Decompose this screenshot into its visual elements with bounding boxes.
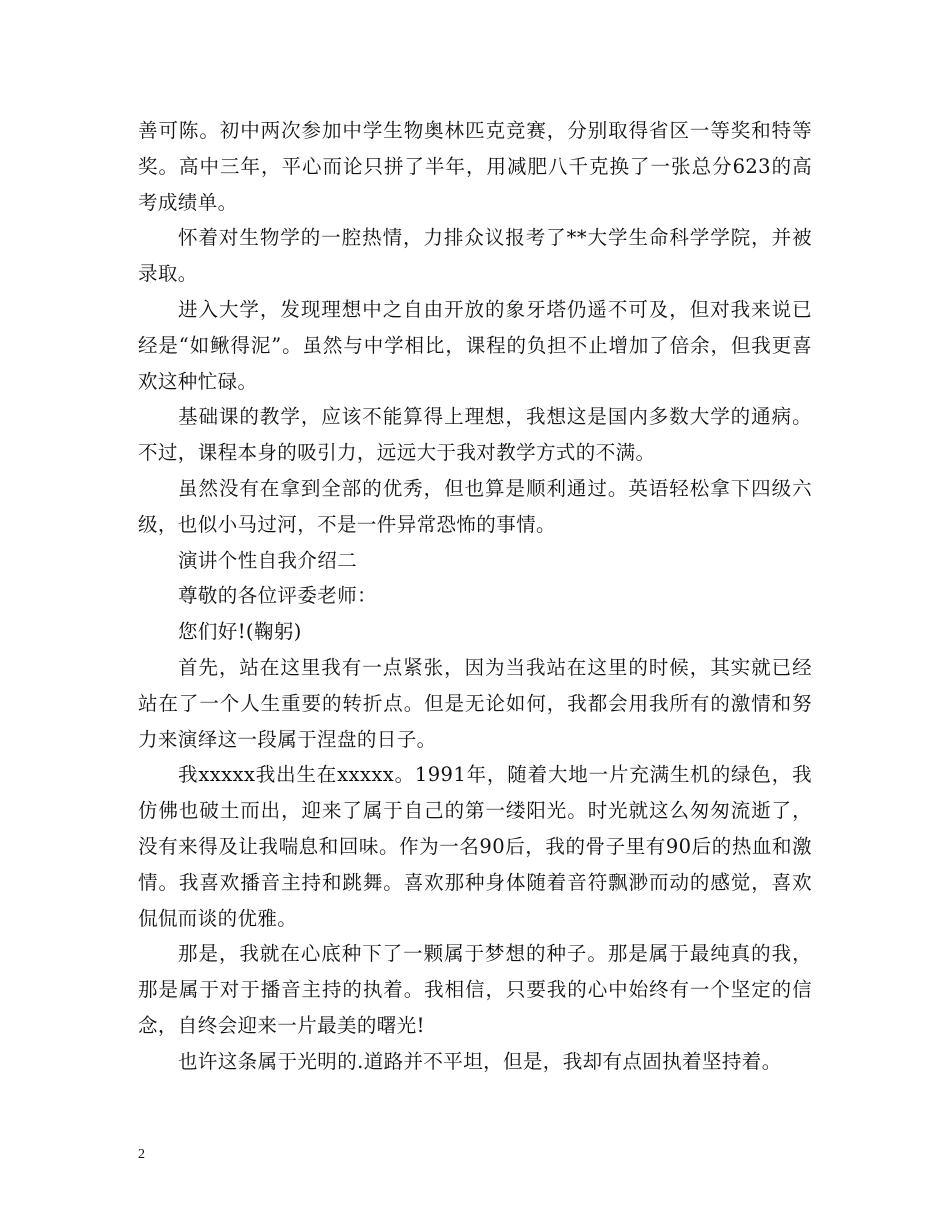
salutation: 尊敬的各位评委老师： [178,584,378,608]
paragraph: 基础课的教学，应该不能算得上理想，我想这是国内多数大学的通病。不过，课程本身的吸引力，远远大于我对教学方式的不满。 [138,405,812,465]
paragraph: 我xxxxx我出生在xxxxx。1991年，随着大地一片充满生机的绿色，我仿佛也破土而出，迎来了属于自己的第一缕阳光。时光就这么匆匆流逝了，没有来得及让我喘息和回味。作为一名90后，我的骨子里有90后的热血和激情。我喜欢播音主持和跳舞。喜欢那种身体随着音符飘渺而动的感觉，喜欢侃侃而谈的优雅。 [138,763,812,930]
paragraph: 善可陈。初中两次参加中学生物奥林匹克竞赛，分别取得省区一等奖和特等奖。高中三年，平心而论只拼了半年，用减肥八千克换了一张总分623的高考成绩单。 [138,119,812,214]
paragraph: 虽然没有在拿到全部的优秀，但也算是顺利通过。英语轻松拿下四级六级，也似小马过河，不是一件异常恐怖的事情。 [138,476,812,536]
paragraph: 那是，我就在心底种下了一颗属于梦想的种子。那是属于最纯真的我，那是属于对于播音主持的执着。我相信，只要我的心中始终有一个坚定的信念，自终会迎来一片最美的曙光! [138,942,812,1037]
page-body [138,113,812,1080]
paragraph: 首先，站在这里我有一点紧张，因为当我站在这里的时候，其实就已经站在了一个人生重要的转折点。但是无论如何，我都会用我所有的激情和努力来演绎这一段属于涅盘的日子。 [138,655,812,751]
greeting: 您们好!(鞠躬) [178,620,302,644]
paragraph: 进入大学，发现理想中之自由开放的象牙塔仍遥不可及，但对我来说已经是“如鳅得泥”。虽然与中学相比，课程的负担不止增加了倍余，但我更喜欢这种忙碌。 [138,297,812,393]
paragraph: 怀着对生物学的一腔热情，力排众议报考了**大学生命科学学院，并被录取。 [138,226,812,286]
page-number: 2 [138,1147,145,1162]
section-heading: 演讲个性自我介绍二 [178,548,358,572]
paragraph: 也许这条属于光明的.道路并不平坦，但是，我却有点固执着坚持着。 [178,1049,782,1073]
